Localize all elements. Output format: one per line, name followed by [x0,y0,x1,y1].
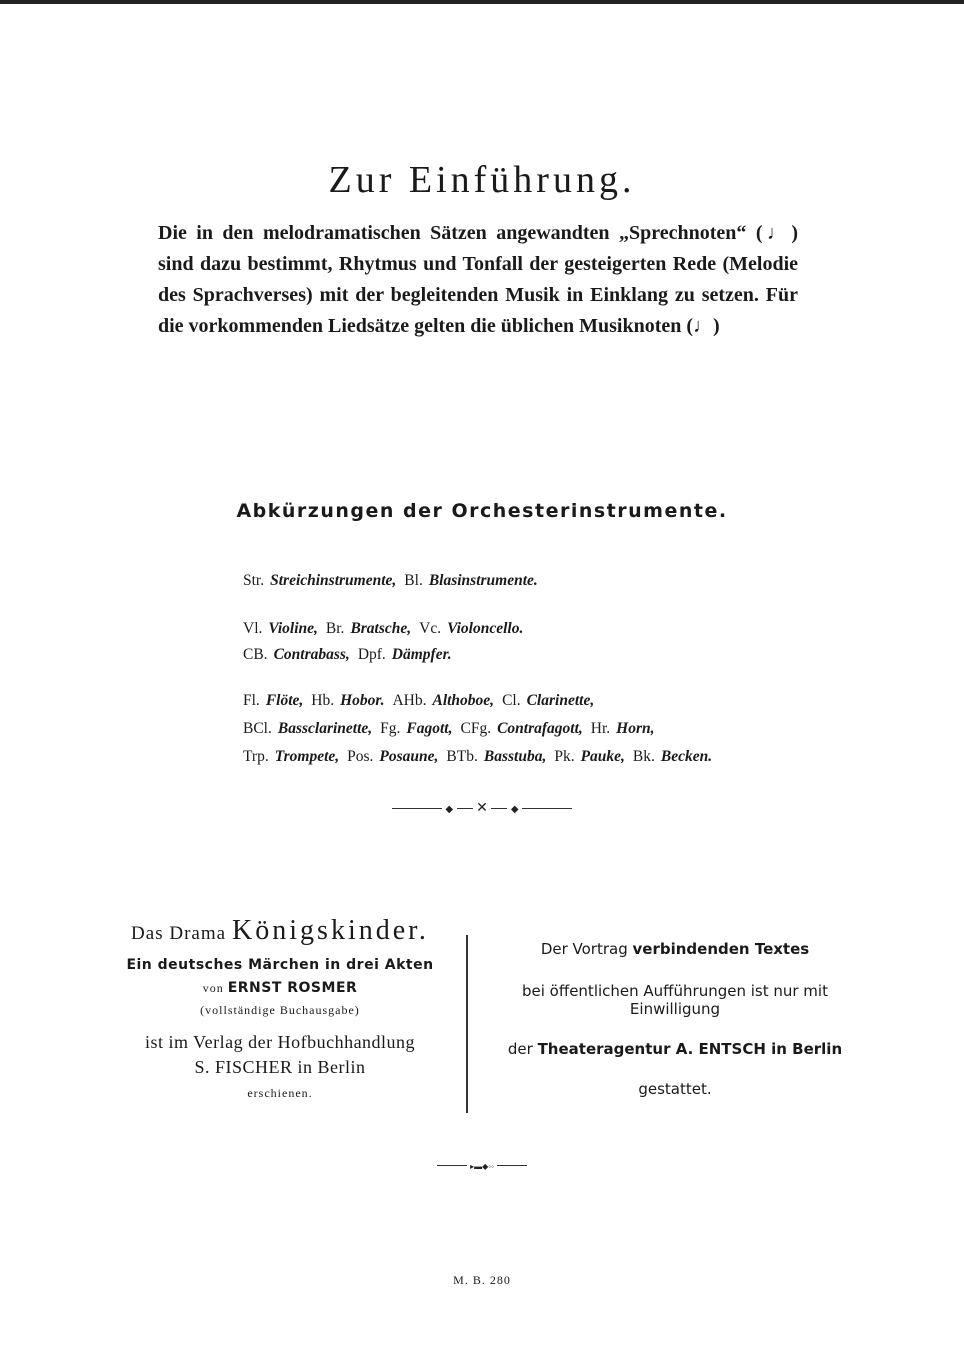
drama-publisher: S. FISCHER in Berlin [194,1057,366,1077]
abbreviation-line [243,748,720,766]
abbreviation-value: Pauke, [580,748,625,765]
drama-prefix: Das Drama [131,923,227,944]
abbreviation-key: Pos. [347,748,374,765]
abbreviation-key: Str. [243,572,265,589]
notice-text-2: bei öffentlichen Aufführungen ist nur mit Einwilligung [522,982,828,1018]
abbreviation-value: Blasinstrumente. [428,572,538,589]
abbreviation-key: Vc. [419,620,442,637]
intro-text-1: Die in den melodramatischen Sätzen angewandten „Sprechnoten“ ( [158,222,763,244]
abbreviation-value: Trompete, [274,748,340,765]
drama-info [100,915,460,1101]
drama-edition: (vollständige Buchausgabe) [200,1003,360,1017]
drama-title: Königskinder. [232,915,429,946]
abbreviations-heading: Abkürzungen der Orchesterinstrumente. [236,500,728,522]
abbreviation-value: Posaune, [379,748,439,765]
drama-publisher-line: ist im Verlag der Hofbuchhandlung [144,1032,416,1052]
drama-subtitle: Ein deutsches Märchen in drei Akten [126,957,434,973]
abbreviation-value: Becken. [660,748,713,765]
abbreviation-key: Hb. [311,692,335,709]
abbreviation-line [243,720,663,738]
abbreviation-value: Contrabass, [273,646,350,663]
abbreviation-value: Violoncello. [447,620,524,637]
plate-number: M. B. 280 [453,1273,511,1287]
abbreviation-value: Bassclarinette, [277,720,373,737]
abbreviation-value: Flöte, [265,692,304,709]
abbreviation-value: Bratsche, [350,620,412,637]
intro-text-3: ) [713,315,720,337]
notice-text-1a: Der Vortrag [540,940,628,958]
abbreviation-value: Violine, [268,620,318,637]
abbreviation-key: Trp. [243,748,269,765]
abbreviation-value: Hobor. [340,692,385,709]
abbreviation-key: Bl. [404,572,423,589]
introduction-paragraph [158,218,798,342]
small-ornament-divider: ▸▬◆◦◦ [0,1158,964,1174]
top-rule [0,0,964,4]
ornament-divider: ◆ ✕ ◆ [0,800,964,817]
drama-author: ERNST ROSMER [227,980,358,996]
notice-text-3a: der [507,1040,533,1058]
abbreviation-value: Basstuba, [483,748,547,765]
notice-text-4: gestattet. [638,1080,712,1098]
abbreviation-key: Fl. [243,692,260,709]
vertical-divider [466,935,468,1113]
abbreviation-key: Hr. [590,720,611,737]
notice-text-3b: Theateragentur A. ENTSCH in Berlin [537,1040,843,1058]
abbreviation-key: CFg. [460,720,492,737]
abbreviation-key: Vl. [243,620,263,637]
abbreviation-key: BTb. [446,748,478,765]
abbreviation-key: Bk. [632,748,655,765]
abbreviation-line [243,646,460,664]
abbreviation-key: CB. [243,646,268,663]
abbreviation-value: Contrafagott, [497,720,583,737]
sprechnote-icon: ♩ [762,222,792,244]
abbreviation-value: Fagott, [406,720,453,737]
abbreviation-line [243,572,546,590]
abbreviation-key: Dpf. [357,646,386,663]
abbreviation-line [243,692,602,710]
abbreviation-key: Fg. [380,720,401,737]
abbreviation-key: BCl. [243,720,272,737]
abbreviation-value: Althoboe, [432,692,495,709]
drama-published: erschienen. [247,1086,313,1100]
page-title: Zur Einführung. [328,159,636,201]
abbreviation-value: Horn, [616,720,655,737]
musiknote-icon: ♩ [693,315,714,337]
abbreviation-value: Streichinstrumente, [270,572,397,589]
abbreviation-key: Br. [325,620,345,637]
abbreviation-value: Clarinette, [526,692,595,709]
abbreviation-key: Pk. [554,748,575,765]
abbreviation-line [243,620,531,638]
drama-von: von [202,981,224,995]
abbreviation-key: Cl. [502,692,521,709]
abbreviation-value: Dämpfer. [391,646,452,663]
notice-text-1b: verbindenden Textes [632,940,810,958]
performance-notice [475,940,875,1116]
intro-text-2: ) sind dazu bestimmt, Rhytmus und Tonfall der gesteigerten Rede (Melodie des Sprachverses) mit der begleitenden Musik in Einklang zu setzen. Für die vorkommenden Liedsätze gelten die üblichen Musiknoten ( [158,222,798,337]
abbreviation-key: AHb. [392,692,427,709]
